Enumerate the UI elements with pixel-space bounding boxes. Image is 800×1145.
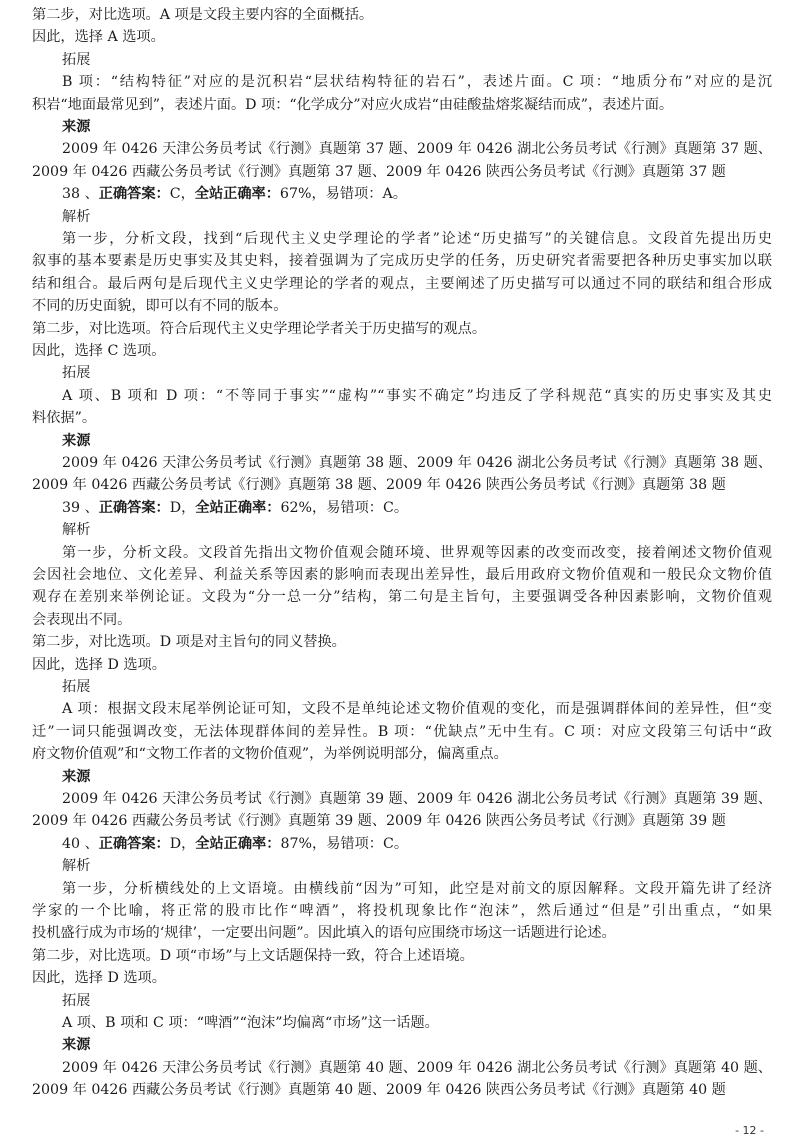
punctuation: ，	[180, 186, 195, 203]
paragraph-line: 2009 年 0426 天津公务员考试《行测》真题第 38 题、2009 年 0426 湖北公务员考试《行测》真题第 38 题、	[62, 455, 772, 472]
paragraph-line: A 项、B 项和 C 项：“啤酒”“泡沫”均偏离“市场”这一话题。	[62, 1015, 439, 1032]
punctuation: ，	[311, 835, 327, 852]
rate-label: 全站正确率：	[195, 499, 281, 516]
paragraph-line: 因此，选择 C 选项。	[32, 343, 166, 360]
paragraph-line: 迁”一词只能强调改变，无法体现群体间的差异性。B 项：“优缺点”无中生有。C 项：对应文段第三句话中“政	[32, 723, 772, 740]
punctuation: 。	[392, 186, 407, 203]
paragraph-line: A 项：根据文段末尾举例论证可知，文段不是单纯论述文物价值观的变化，而是强调群体间的差异性，但“变	[62, 701, 772, 718]
punctuation: ，	[181, 499, 196, 516]
paragraph-line: 第一步，分析文段。文段首先指出文物价值观会随环境、世界观等因素的改变而改变，接着阐述文物价值观	[62, 544, 772, 561]
question-number: 39	[62, 499, 81, 516]
page-number: - 12 -	[735, 1124, 764, 1137]
paragraph-line: A 项、B 项和 D 项：“不等同于事实”“虚构”“事实不确定”均违反了学科规范“真实的历史事实及其史	[62, 387, 772, 404]
answer-line	[32, 833, 772, 855]
paragraph-line: 第二步，对比选项。D 项是对主旨句的同义替换。	[32, 634, 346, 651]
correct-answer: D	[169, 835, 182, 852]
paragraph-line: 第二步，对比选项。符合后现代主义史学理论学者关于历史描写的观点。	[32, 320, 487, 337]
section-label: 解析	[62, 522, 91, 539]
paragraph-line: 2009 年 0426 西藏公务员考试《行测》真题第 37 题、2009 年 0426 陕西公务员考试《行测》真题第 37 题	[32, 163, 726, 180]
source-heading: 来源	[62, 1037, 91, 1054]
paragraph-line: 叙事的基本要素是历史事实及其史料，接着强调为了完成历史学的任务，历史研究者需要把各种历史事实加以联	[32, 253, 772, 270]
section-label: 拓展	[62, 365, 91, 382]
rate-label: 全站正确率：	[194, 186, 280, 203]
source-heading: 来源	[62, 119, 91, 136]
section-label: 拓展	[62, 992, 91, 1009]
punctuation: 、	[80, 186, 99, 203]
correct-rate: 87%	[280, 835, 312, 852]
paragraph-line: 会因社会地位、文化差异、利益关系等因素的影响而表现出差异性，最后用政府文物价值观和一般民众文物价值	[32, 567, 772, 584]
punctuation: ，	[181, 835, 196, 852]
correct-answer: D	[169, 499, 182, 516]
paragraph-line: 2009 年 0426 天津公务员考试《行测》真题第 40 题、2009 年 0426 湖北公务员考试《行测》真题第 40 题、	[62, 1059, 772, 1076]
error-option: C	[382, 835, 394, 852]
paragraph-line: 料依据”。	[32, 410, 97, 427]
correct-rate: 62%	[280, 499, 312, 516]
punctuation: ，	[311, 186, 326, 203]
paragraph-line: 因此，选择 A 选项。	[32, 29, 165, 46]
paragraph-line: 会表现出不同。	[32, 611, 132, 628]
rate-label: 全站正确率：	[195, 835, 281, 852]
source-heading: 来源	[62, 432, 91, 449]
answer-line	[32, 183, 772, 205]
paragraph-line: 2009 年 0426 天津公务员考试《行测》真题第 39 题、2009 年 0426 湖北公务员考试《行测》真题第 39 题、	[62, 791, 772, 808]
paragraph-line: 结和组合。最后两句是后现代主义史学理论的学者的观点，主要阐述了历史描写可以通过不同的联结和组合形成	[32, 275, 772, 292]
paragraph-line: 府文物价值观”和“文物工作者的文物价值观”，为举例说明部分，偏离重点。	[32, 746, 508, 763]
paragraph-line: 因此，选择 D 选项。	[32, 970, 166, 987]
error-label: 易错项：	[326, 499, 383, 516]
document-body	[32, 4, 772, 1102]
paragraph-line: 2009 年 0426 天津公务员考试《行测》真题第 37 题、2009 年 0426 湖北公务员考试《行测》真题第 37 题、	[62, 141, 772, 158]
correct-label: 正确答案：	[98, 499, 170, 516]
paragraph-line: B 项：“结构特征”对应的是沉积岩“层状结构特征的岩石”，表述片面。C 项：“地质分布”对应的是沉	[62, 74, 772, 91]
punctuation: 。	[393, 499, 409, 516]
paragraph-line: 第二步，对比选项。A 项是文段主要内容的全面概括。	[32, 7, 374, 23]
punctuation: ，	[311, 499, 327, 516]
paragraph-line: 第一步，分析横线处的上文语境。由横线前“因为”可知，此空是对前文的原因解释。文段开篇先讲了经济	[62, 880, 772, 897]
correct-label: 正确答案：	[98, 186, 170, 203]
paragraph-line: 学家的一个比喻，将正常的股市比作“啤酒”，将投机现象比作“泡沫”，然后通过“但是”引出重点，“如果	[32, 903, 772, 920]
punctuation: 、	[80, 499, 99, 516]
paragraph-line: 投机盛行成为市场的‘规律’，一定要出问题”。因此填入的语句应围绕市场这一话题进行论述。	[32, 925, 616, 942]
error-label: 易错项：	[325, 186, 383, 203]
paragraph-line: 不同的历史面貌，即可以有不同的版本。	[32, 298, 288, 315]
question-number: 38	[62, 186, 81, 203]
correct-label: 正确答案：	[98, 835, 170, 852]
paragraph-line: 积岩“地面最常见到”，表述片面。D 项：“化学成分”对应火成岩“由硅酸盐熔浆凝结而成”，表述片面。	[32, 96, 674, 113]
section-label: 拓展	[62, 51, 91, 68]
source-heading: 来源	[62, 768, 91, 785]
error-option: C	[382, 499, 394, 516]
section-label: 解析	[62, 858, 91, 875]
correct-answer: C	[169, 186, 181, 203]
paragraph-line: 第二步，对比选项。D 项“市场”与上文话题保持一致，符合上述语境。	[32, 947, 474, 964]
error-option: A	[382, 186, 393, 203]
punctuation: 、	[80, 835, 99, 852]
paragraph-line: 2009 年 0426 西藏公务员考试《行测》真题第 38 题、2009 年 0426 陕西公务员考试《行测》真题第 38 题	[32, 477, 726, 494]
correct-rate: 67%	[279, 186, 312, 203]
paragraph-line: 2009 年 0426 西藏公务员考试《行测》真题第 40 题、2009 年 0426 陕西公务员考试《行测》真题第 40 题	[32, 1082, 726, 1099]
paragraph-line: 2009 年 0426 西藏公务员考试《行测》真题第 39 题、2009 年 0426 陕西公务员考试《行测》真题第 39 题	[32, 813, 726, 830]
section-label: 拓展	[62, 679, 91, 696]
question-number: 40	[62, 835, 81, 852]
section-label: 解析	[62, 208, 91, 225]
paragraph-line: 因此，选择 D 选项。	[32, 656, 166, 673]
answer-line	[32, 497, 772, 519]
paragraph-line: 观存在差别来举例论证。文段为“分一总一分”结构，第二句是主旨句，主要强调受各种因素影响，文物价值观	[32, 589, 772, 606]
paragraph-line: 第一步，分析文段，找到“后现代主义史学理论的学者”论述“历史描写”的关键信息。文段首先提出历史	[62, 231, 772, 248]
error-label: 易错项：	[326, 835, 383, 852]
punctuation: 。	[393, 835, 409, 852]
